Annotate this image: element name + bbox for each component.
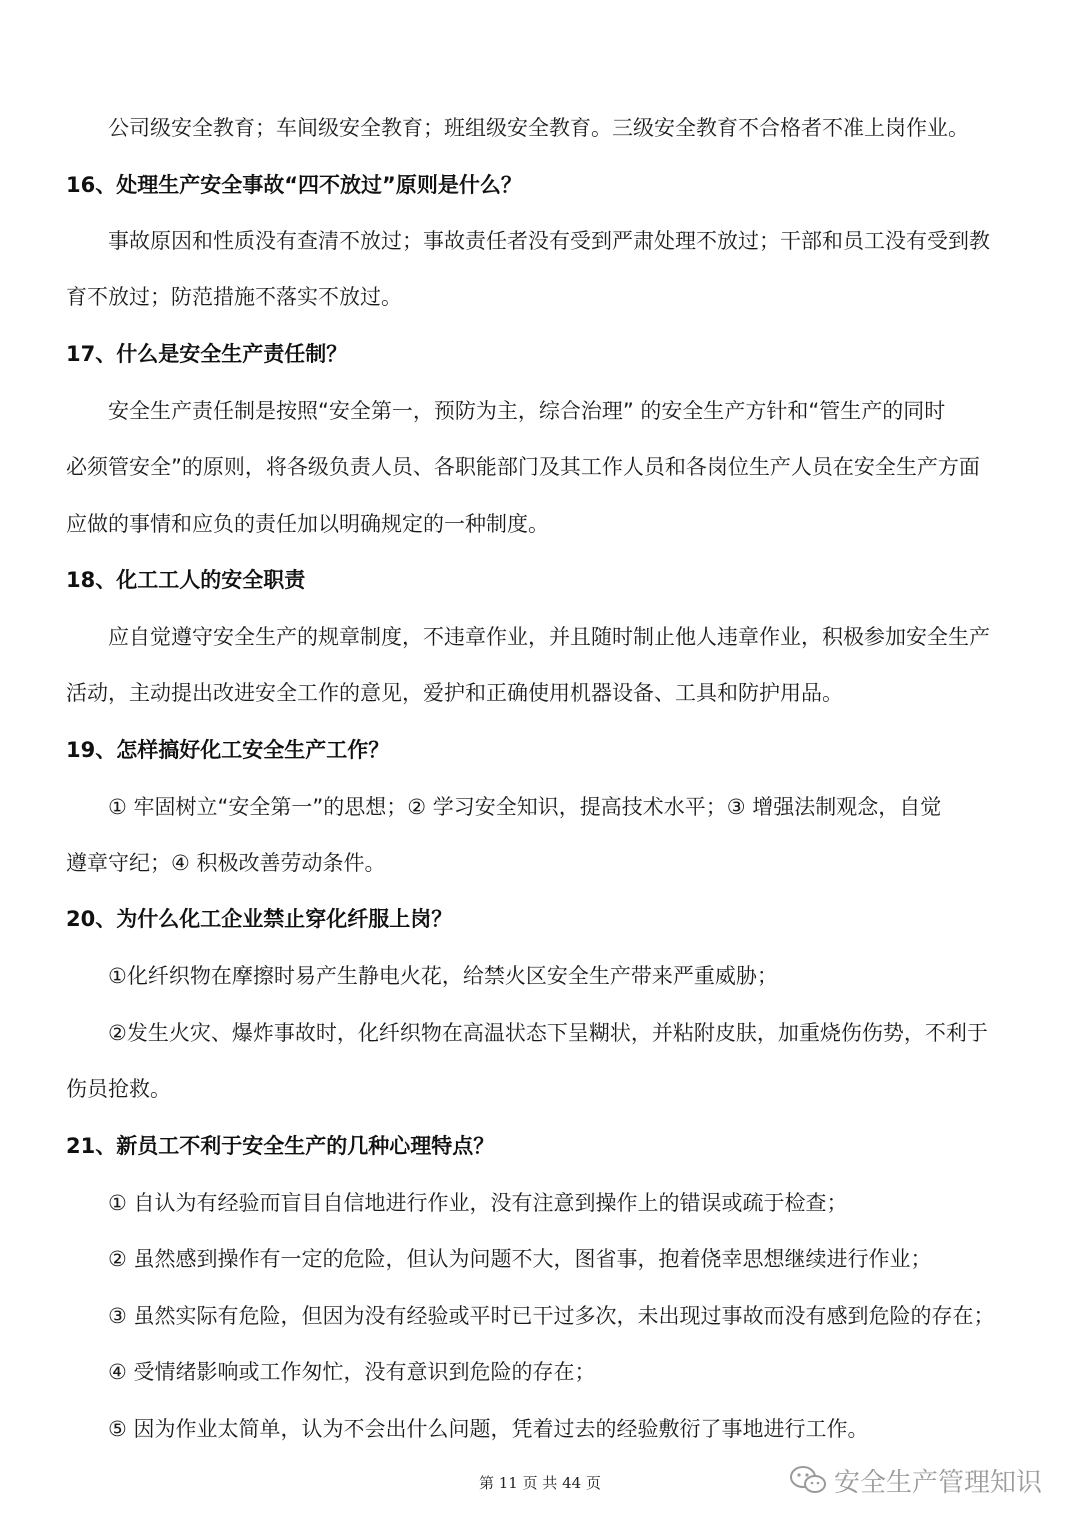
paragraph-line: ②发生火灾、爆炸事故时，化纤织物在高温状态下呈糊状，并粘附皮肤，加重烧伤伤势，不利于 (108, 1021, 988, 1045)
paragraph-line: 遵章守纪；④ 积极改善劳动条件。 (66, 851, 386, 875)
question-heading-18: 18、化工工人的安全职责 (66, 568, 306, 592)
list-item: ② 虽然感到操作有一定的危险，但认为问题不大，图省事，抱着侥幸思想继续进行作业； (108, 1247, 932, 1271)
paragraph-line: 伤员抢救。 (66, 1077, 171, 1101)
paragraph-line: 应做的事情和应负的责任加以明确规定的一种制度。 (66, 512, 549, 536)
question-heading-21: 21、新员工不利于安全生产的几种心理特点？ (66, 1134, 495, 1158)
paragraph-line: 必须管安全”的原则，将各级负责人员、各职能部门及其工作人员和各岗位生产人员在安全生产方面 (66, 455, 980, 479)
paragraph-line: ① 牢固树立“安全第一”的思想；② 学习安全知识，提高技术水平；③ 增强法制观念，自觉 (108, 795, 942, 819)
watermark (788, 1460, 1042, 1500)
paragraph-line: 活动，主动提出改进安全工作的意见，爱护和正确使用机器设备、工具和防护用品。 (66, 681, 843, 705)
list-item: ① 自认为有经验而盲目自信地进行作业，没有注意到操作上的错误或疏于检查； (108, 1191, 848, 1215)
paragraph-line: 事故原因和性质没有查清不放过；事故责任者没有受到严肃处理不放过；干部和员工没有受到教 (108, 229, 990, 253)
paragraph-line: 育不放过；防范措施不落实不放过。 (66, 285, 402, 309)
page-number: 第 11 页 共 44 页 (478, 1474, 601, 1492)
wechat-icon (788, 1464, 828, 1496)
paragraph-line: 安全生产责任制是按照“安全第一，预防为主，综合治理” 的安全生产方针和“管生产的同时 (108, 399, 946, 423)
list-item: ④ 受情绪影响或工作匆忙，没有意识到危险的存在； (108, 1360, 596, 1384)
list-item: ③ 虽然实际有危险，但因为没有经验或平时已干过多次，未出现过事故而没有感到危险的存在； (108, 1304, 995, 1328)
paragraph-line: 应自觉遵守安全生产的规章制度，不违章作业，并且随时制止他人违章作业，积极参加安全生产 (108, 625, 990, 649)
paragraph-line: 公司级安全教育；车间级安全教育；班组级安全教育。三级安全教育不合格者不准上岗作业。 (108, 116, 969, 140)
paragraph-line: ①化纤织物在摩擦时易产生静电火花，给禁火区安全生产带来严重威胁； (108, 964, 778, 988)
watermark-text: 安全生产管理知识 (834, 1467, 1043, 1498)
question-heading-17: 17、什么是安全生产责任制？ (66, 342, 348, 366)
list-item: ⑤ 因为作业太简单，认为不会出什么问题，凭着过去的经验敷衍了事地进行工作。 (108, 1417, 869, 1441)
question-heading-16: 16、处理生产安全事故“四不放过”原则是什么？ (66, 173, 522, 197)
question-heading-20: 20、为什么化工企业禁止穿化纤服上岗？ (66, 907, 453, 931)
question-heading-19: 19、怎样搞好化工安全生产工作？ (66, 738, 390, 762)
